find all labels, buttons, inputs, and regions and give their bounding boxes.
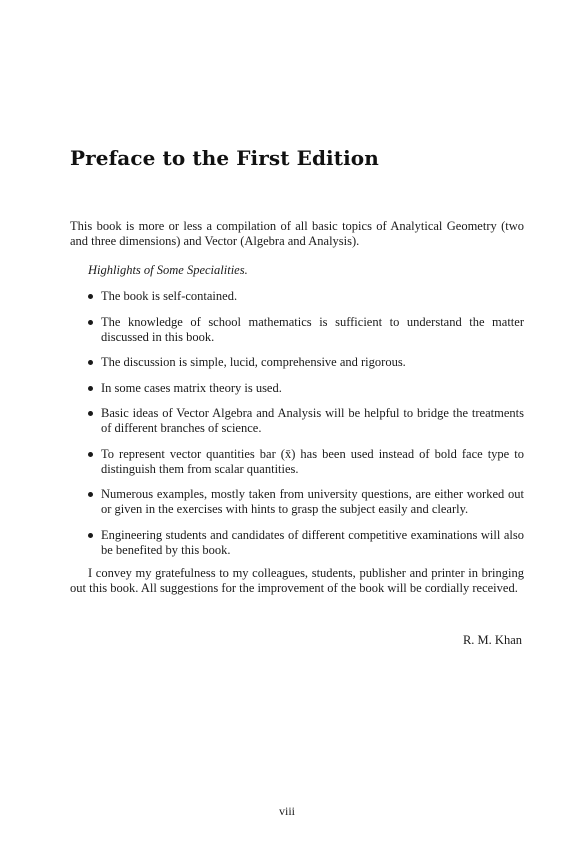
bullet-icon xyxy=(88,386,93,391)
bullet-icon xyxy=(88,320,93,325)
list-item-text: To represent vector quantities bar (x̄) has been used instead of bold face type to distinguish them from scalar quantities. xyxy=(101,446,524,476)
bullet-icon xyxy=(88,294,93,299)
list-item-text: The knowledge of school mathematics is sufficient to understand the matter discussed in this book. xyxy=(101,314,524,344)
author-signature: R. M. Khan xyxy=(462,633,522,647)
list-item xyxy=(88,289,524,304)
list-item xyxy=(88,381,524,396)
page-number: viii xyxy=(278,804,295,818)
bullet-icon xyxy=(88,452,93,457)
list-item-text: In some cases matrix theory is used. xyxy=(101,380,282,395)
highlights-heading: Highlights of Some Specialities. xyxy=(88,263,248,277)
list-item xyxy=(88,487,524,517)
closing-paragraph: I convey my gratefulness to my colleagues, students, publisher and printer in bringing out this book. All suggestions for the improvement of the book will be cordially received. xyxy=(70,566,524,595)
list-item-text: The discussion is simple, lucid, comprehensive and rigorous. xyxy=(101,355,406,369)
list-item xyxy=(88,315,524,345)
bullet-icon xyxy=(88,411,93,416)
bullet-icon xyxy=(88,360,93,365)
list-item-text: Basic ideas of Vector Algebra and Analysis will be helpful to bridge the treatments of different branches of science. xyxy=(101,406,524,435)
list-item xyxy=(88,447,524,477)
intro-paragraph: This book is more or less a compilation of all basic topics of Analytical Geometry (two and three dimensions) and Vector (Algebra and Analysis). xyxy=(70,219,524,248)
bullet-icon xyxy=(88,533,93,538)
highlights-list xyxy=(88,289,524,568)
bullet-icon xyxy=(88,492,93,497)
list-item-text: Engineering students and candidates of different competitive examinations will also be benefited by this book. xyxy=(101,527,524,557)
list-item-text: The book is self-contained. xyxy=(101,289,238,303)
list-item xyxy=(88,355,524,370)
page-title: Preface to the First Edition xyxy=(70,146,379,170)
list-item xyxy=(88,406,524,436)
list-item xyxy=(88,528,524,558)
list-item-text: Numerous examples, mostly taken from university questions, are either worked out or given in the exercises with hints to grasp the subject easily and clearly. xyxy=(101,487,524,516)
